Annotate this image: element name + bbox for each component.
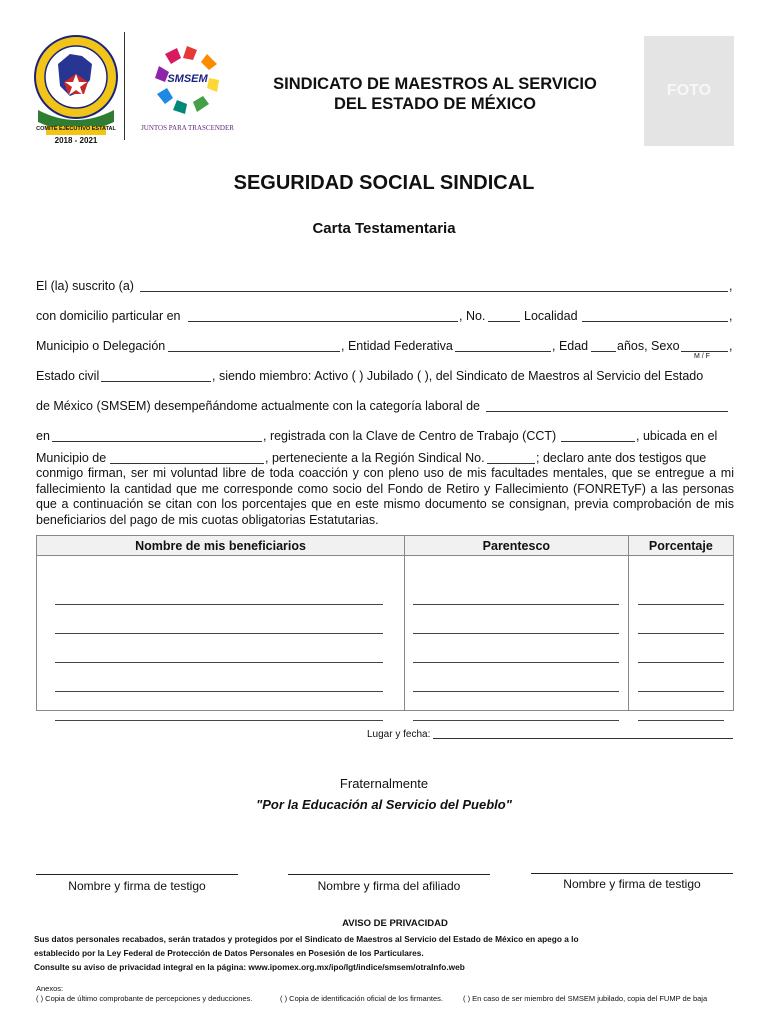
en-label: en <box>36 429 50 443</box>
numero-label: , No. <box>459 309 486 323</box>
sexo-hint: M / F <box>694 353 710 360</box>
edad-field[interactable] <box>591 339 616 352</box>
beneficiary-name-field[interactable] <box>55 720 383 721</box>
privacy-line3: Consulte su aviso de privacidad integral en la página: www.ipomex.org.mx/ipo/lgt/indice/smsem/otraInfo.web <box>34 962 465 972</box>
centro-trabajo-field[interactable] <box>52 429 262 442</box>
row1-comma: , <box>729 279 733 293</box>
right-logo <box>130 40 245 135</box>
relationship-field[interactable] <box>413 633 619 634</box>
document-title: SEGURIDAD SOCIAL SINDICAL <box>233 172 535 194</box>
municipio-de-label: Municipio de <box>36 451 107 465</box>
beneficiaries-table <box>36 535 734 711</box>
entidad-label: , Entidad Federativa <box>341 339 453 353</box>
relationship-field[interactable] <box>413 604 619 605</box>
org-name-line2: DEL ESTADO DE MÉXICO <box>334 95 536 113</box>
percentage-field[interactable] <box>638 662 724 663</box>
relationship-field[interactable] <box>413 691 619 692</box>
ubicada-label: , ubicada en el <box>636 429 718 443</box>
percentage-field[interactable] <box>638 633 724 634</box>
member-signature-line[interactable] <box>288 874 490 875</box>
col-header-relationship: Parentesco <box>405 536 629 556</box>
org-name <box>240 74 630 114</box>
region-label: , perteneciente a la Región Sindical No. <box>265 451 485 465</box>
org-name-line1: SINDICATO DE MAESTROS AL SERVICIO <box>273 75 597 93</box>
beneficiary-name-field[interactable] <box>55 604 383 605</box>
beneficiary-name-field[interactable] <box>55 633 383 634</box>
witness2-signature-label: Nombre y firma de testigo <box>563 877 701 891</box>
closing-text: Fraternalmente <box>339 776 429 791</box>
categoria-label: de México (SMSEM) desempeñándome actualmente con la categoría laboral de <box>36 399 480 413</box>
localidad-label: Localidad <box>524 309 578 323</box>
beneficiary-name-field[interactable] <box>55 691 383 692</box>
estado-civil-label: Estado civil <box>36 369 100 383</box>
annexes-label: Anexos: <box>36 984 64 993</box>
motto: "Por la Educación al Servicio del Pueblo" <box>256 797 512 812</box>
smsem-slogan: JUNTOS PARA TRASCENDER <box>141 124 234 132</box>
percentage-field[interactable] <box>638 691 724 692</box>
member-signature-label: Nombre y firma del afiliado <box>317 879 461 893</box>
witness2-signature-line[interactable] <box>531 873 733 874</box>
localidad-field[interactable] <box>582 309 728 322</box>
suscrito-name-field[interactable] <box>140 279 728 292</box>
percentage-field[interactable] <box>638 720 724 721</box>
privacy-line1: Sus datos personales recabados, serán tratados y protegidos por el Sindicato de Maestros al Servicio del Estado de México en apego a lo <box>34 934 579 944</box>
categoria-field[interactable] <box>486 399 728 412</box>
region-field[interactable] <box>487 451 535 464</box>
municipio-de-field[interactable] <box>110 451 264 464</box>
smsem-logo-text: SMSEM <box>167 73 208 85</box>
domicilio-label: con domicilio particular en <box>36 309 181 323</box>
col-header-percentage: Porcentaje <box>628 536 733 556</box>
document-subtitle: Carta Testamentaria <box>312 220 456 237</box>
col-header-name: Nombre de mis beneficiarios <box>37 536 405 556</box>
domicilio-field[interactable] <box>188 309 458 322</box>
place-date-field[interactable] <box>433 728 733 739</box>
photo-box <box>644 36 734 146</box>
privacy-line2: establecido por la Ley Federal de Protección de Datos Personales en Posesión de los Particulares. <box>34 948 424 958</box>
logo-divider <box>124 32 125 140</box>
suscrito-label: El (la) suscrito (a) <box>36 279 134 293</box>
edad-label: , Edad <box>552 339 589 353</box>
annex-item-3[interactable]: ( ) En caso de ser miembro del SMSEM jubilado, copia del FUMP de baja <box>463 994 708 1003</box>
row2-comma: , <box>729 309 733 323</box>
left-logo-committee: COMITÉ EJECUTIVO ESTATAL <box>36 126 116 132</box>
witness1-signature-line[interactable] <box>36 874 238 875</box>
relationship-field[interactable] <box>413 720 619 721</box>
percentage-field[interactable] <box>638 604 724 605</box>
sexo-label: años, Sexo <box>617 339 680 353</box>
left-logo-years: 2018 - 2021 <box>54 136 98 145</box>
estado-civil-field[interactable] <box>101 369 211 382</box>
percentage-column-cell <box>628 556 733 711</box>
witness1-signature-label: Nombre y firma de testigo <box>68 879 206 893</box>
name-column-cell <box>37 556 405 711</box>
relationship-field[interactable] <box>413 662 619 663</box>
annex-item-2[interactable]: ( ) Copia de identificación oficial de los firmantes. <box>280 994 443 1003</box>
entidad-field[interactable] <box>455 339 551 352</box>
numero-field[interactable] <box>488 309 520 322</box>
relationship-column-cell <box>405 556 629 711</box>
annex-item-1[interactable]: ( ) Copia de último comprobante de percepciones y deducciones. <box>36 994 253 1003</box>
municipio-label: Municipio o Delegación <box>36 339 166 353</box>
privacy-title: AVISO DE PRIVACIDAD <box>342 918 448 929</box>
testigos-text: ; declaro ante dos testigos que <box>536 451 707 465</box>
municipio-field[interactable] <box>168 339 340 352</box>
declaration-paragraph: conmigo firman, ser mi voluntad libre de toda coacción y con pleno uso de mis facultades mentales, que se entregue a mi fallecimiento la cantidad que me corresponde como socio del Fondo de Retiro y Fallecimiento (FONRETyF) a las personas que a continuación se citan con los porcentajes que en este mismo documento se consignan, previa comprobación de mis beneficiarios del pago de mis cuotas obligatorias Estatutarias. <box>36 466 734 527</box>
row3-comma: , <box>729 339 733 353</box>
membership-text: , siendo miembro: Activo ( ) Jubilado ( ), del Sindicato de Maestros al Servicio del Estado <box>212 369 704 383</box>
photo-label: FOTO <box>666 82 712 99</box>
left-logo <box>30 30 122 148</box>
beneficiary-name-field[interactable] <box>55 662 383 663</box>
place-date-label: Lugar y fecha: <box>367 729 431 740</box>
sexo-field[interactable] <box>681 339 728 352</box>
cct-field[interactable] <box>561 429 635 442</box>
cct-label: , registrada con la Clave de Centro de Trabajo (CCT) <box>263 429 557 443</box>
